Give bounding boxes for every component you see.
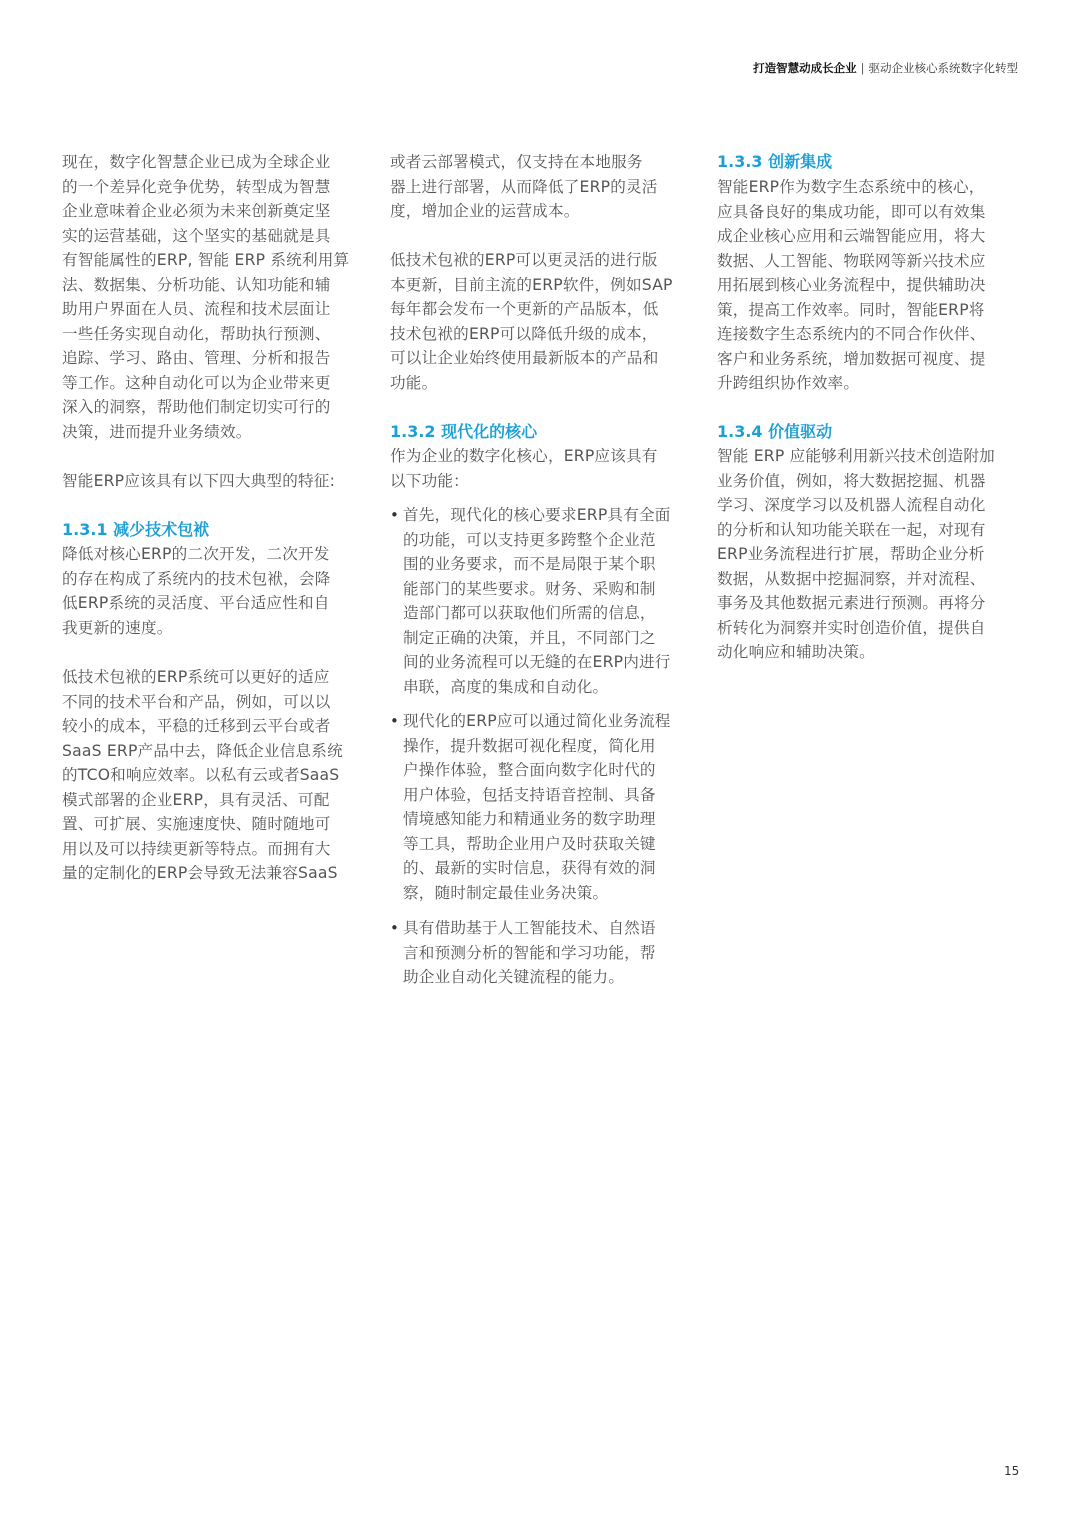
bullet-text: 具有借助基于人工智能技术、自然语 言和预测分析的智能和学习功能，帮 助企业自动化关键流程的能力。	[403, 919, 656, 986]
paragraph: 智能 ERP 应能够利用新兴技术创造附加 业务价值，例如，将大数据挖掘、机器 学习、深度学习以及机器人流程自动化 的分析和认知功能关联在一起，对现有 ERP业务流程进行扩展，帮助企业分析 数据，从数据中挖掘洞察，并对流程、 事务及其他数据元素进行预测。再将分 析转化为洞察并实时创造价值，提供自 动化响应和辅助决策。	[717, 447, 995, 661]
bullet-icon: •	[390, 919, 399, 937]
header-separator: |	[860, 61, 865, 75]
bullet-icon: •	[390, 506, 399, 524]
intro-paragraph: 现在，数字化智慧企业已成为全球企业 的一个差异化竞争优势，转型成为智慧 企业意味着企业必须为未来创新奠定坚 实的运营基础，这个坚实的基础就是具 有智能属性的ERP, 智能 ERP 系统利用算 法、数据集、分析功能、认知功能和辅 助用户界面在人员、流程和技术层面让 一些任务实现自动化，帮助执行预测、 追踪、学习、路由、管理、分析和报告 等工作。这种自动化可以为企业带来更 深入的洞察，帮助他们制定切实可行的 决策，进而提升业务绩效。	[62, 153, 350, 441]
bullet-text: 首先，现代化的核心要求ERP具有全面 的功能，可以支持更多跨整个企业范 围的业务要求，而不是局限于某个职 能部门的某些要求。财务、采购和制 造部门都可以获取他们所需的信息， 制定正确的决策，并且，不同部门之 间的业务流程可以无缝的在ERP内进行 串联，高度的集成和自动化。	[403, 506, 671, 696]
section-heading-1-3-3: 1.3.3 创新集成	[717, 152, 833, 171]
features-intro: 智能ERP应该具有以下四大典型的特征:	[62, 472, 336, 490]
paragraph: 低技术包袱的ERP系统可以更好的适应 不同的技术平台和产品，例如，可以以 较小的成本，平稳的迁移到云平台或者 SaaS ERP产品中去，降低企业信息系统 的TCO和响应效率。以私有云或者SaaS 模式部署的企业ERP，具有灵活、可配 置、可扩展、实施速度快、随时随地可 用以及可以持续更新等特点。而拥有大 量的定制化的ERP会导致无法兼容SaaS	[62, 668, 343, 882]
paragraph: 作为企业的数字化核心，ERP应该具有 以下功能：	[390, 447, 658, 490]
page-number: 15	[1004, 1464, 1020, 1478]
section-heading-1-3-2: 1.3.2 现代化的核心	[390, 422, 538, 441]
header-subtitle: 驱动企业核心系统数字化转型	[868, 61, 1018, 75]
section-heading-1-3-1: 1.3.1 减少技术包袱	[62, 520, 210, 539]
section-heading-1-3-4: 1.3.4 价值驱动	[717, 422, 833, 441]
paragraph: 智能ERP作为数字生态系统中的核心， 应具备良好的集成功能，即可以有效集 成企业核心应用和云端智能应用，将大 数据、人工智能、物联网等新兴技术应 用拓展到核心业务流程中，提供辅助决 策，提高工作效率。同时，智能ERP将 连接数字生态系统内的不同合作伙伴、 客户和业务系统，增加数据可视度、提 升跨组织协作效率。	[717, 178, 986, 392]
paragraph: 或者云部署模式，仅支持在本地服务 器上进行部署，从而降低了ERP的灵活 度，增加企业的运营成本。	[390, 153, 658, 220]
bullet-item	[390, 709, 703, 905]
running-header	[753, 60, 1018, 76]
bullet-item	[390, 503, 703, 699]
bullet-text: 现代化的ERP应可以通过简化业务流程 操作，提升数据可视化程度，简化用 户操作体验，整合面向数字化时代的 用户体验，包括支持语音控制、具备 情境感知能力和精通业务的数字助理 等工具，帮助企业用户及时获取关键 的、最新的实时信息，获得有效的洞 察，随时制定最佳业务决策。	[403, 712, 671, 902]
bullet-icon: •	[390, 712, 399, 730]
paragraph: 降低对核心ERP的二次开发，二次开发 的存在构成了系统内的技术包袱，会降 低ERP系统的灵活度、平台适应性和自 我更新的速度。	[62, 545, 331, 637]
header-title: 打造智慧动成长企业	[753, 61, 857, 75]
paragraph: 低技术包袱的ERP可以更灵活的进行版 本更新，目前主流的ERP软件，例如SAP 每年都会发布一个更新的产品版本，低 技术包袱的ERP可以降低升级的成本， 可以让企业始终使用最新版本的产品和 功能。	[390, 251, 673, 392]
bullet-item	[390, 916, 703, 990]
